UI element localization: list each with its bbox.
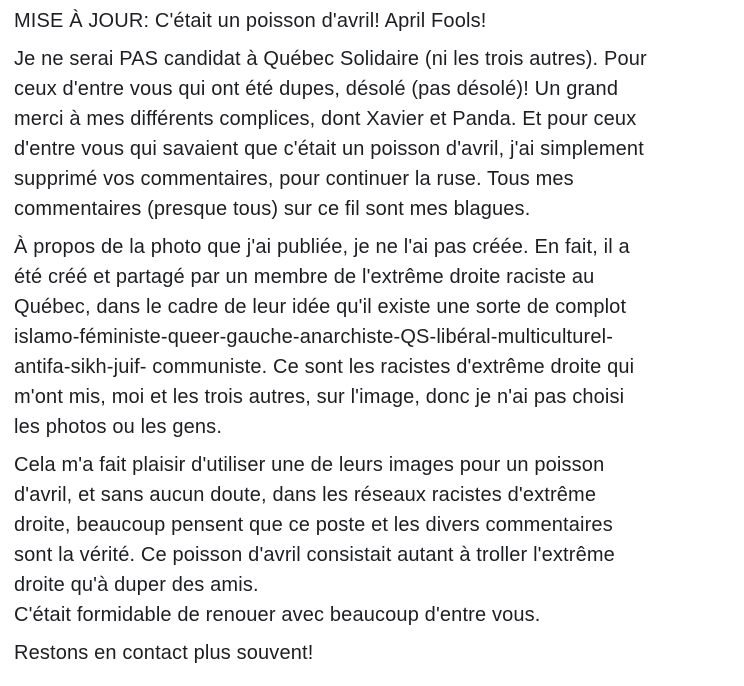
post-paragraph-not-candidate: Je ne serai PAS candidat à Québec Solidaire (ni les trois autres). Pour ceux d'entre vous qui ont été dupes, désolé (pas désolé)! Un grand merci à mes différents complices, dont Xavier et Panda. Et pour ceux d'entre vous qui savaient que c'était un poisson d'avril, j'ai simplement supprimé vos commentaires, pour continuer la ruse. Tous mes commentaires (presque tous) sur ce fil sont mes blagues. [14, 48, 647, 220]
post-paragraph-update: MISE À JOUR: C'était un poisson d'avril! April Fools! [14, 10, 487, 32]
post-paragraph-stay-in-touch: Restons en contact plus souvent! [14, 642, 314, 664]
post-body [14, 6, 742, 676]
post-paragraph-april-fools: Cela m'a fait plaisir d'utiliser une de leurs images pour un poisson d'avril, et sans aucun doute, dans les réseaux racistes d'extrême droite, beaucoup pensent que ce poste et les divers commentaires sont la vérité. Ce poisson d'avril consistait autant à troller l'extrême droite qu'à duper des amis. C'était formidable de renouer avec beaucoup d'entre vous. [14, 454, 615, 626]
post-paragraph-about-photo: À propos de la photo que j'ai publiée, je ne l'ai pas créée. En fait, il a été créé et partagé par un membre de l'extrême droite raciste au Québec, dans le cadre de leur idée qu'il existe une sorte de complot islamo-féministe-queer-gauche-anarchiste-QS-libéral-multiculturel- antifa-sikh-juif- communiste. Ce sont les racistes d'extrême droite qui m'ont mis, moi et les trois autres, sur l'image, donc je n'ai pas choisi les photos ou les gens. [14, 236, 635, 438]
